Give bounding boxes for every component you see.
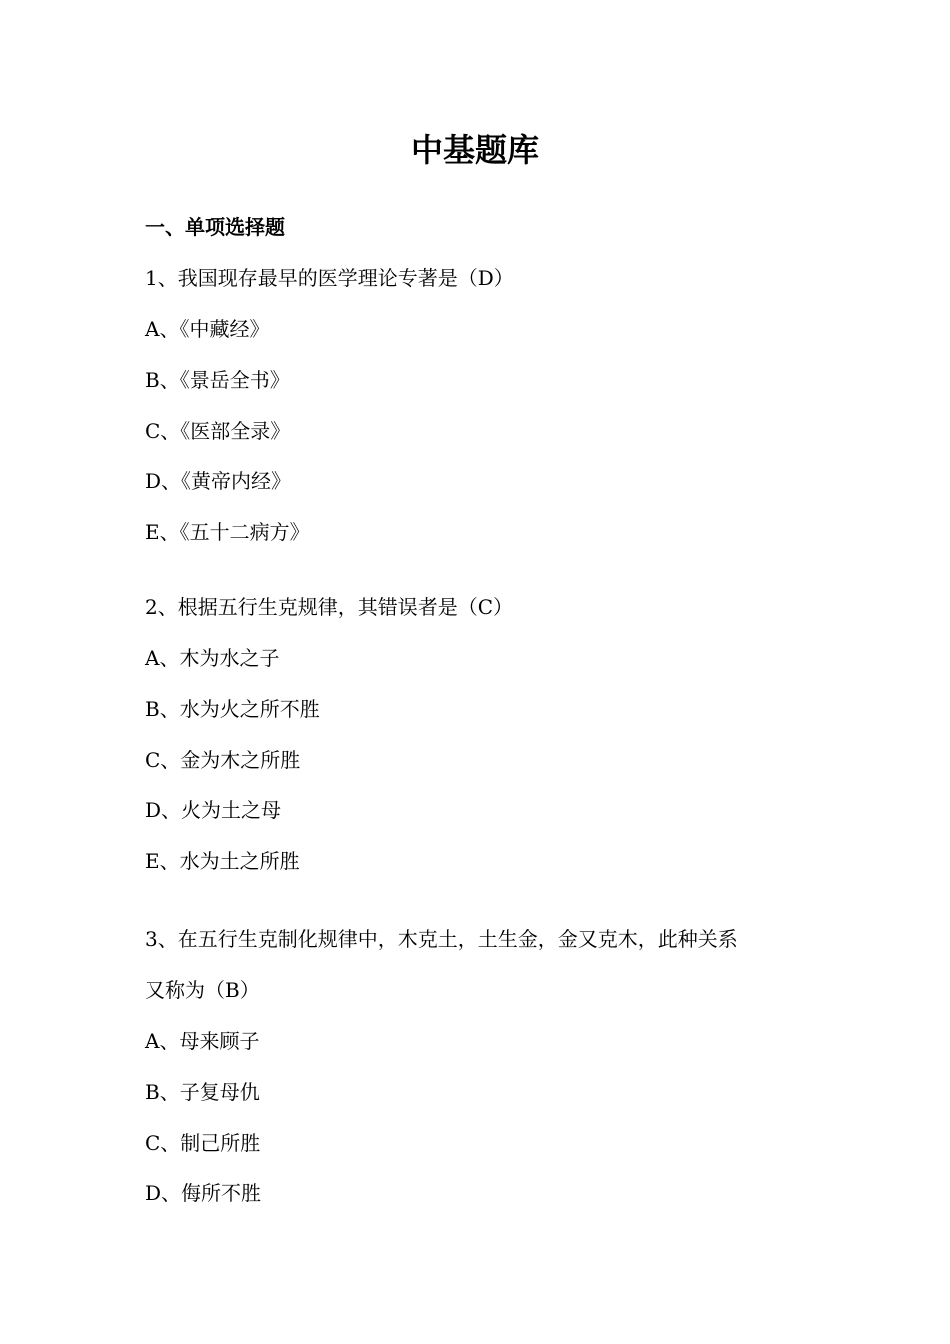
question-3-option-a: A、母来顾子 [145,1029,260,1053]
question-2-option-c: C、金为木之所胜 [145,748,301,772]
document-title: 中基题库 [410,131,539,169]
question-1-option-b: B、《景岳全书》 [145,368,290,392]
question-3-option-b: B、子复母仇 [145,1080,260,1104]
question-2-option-e: E、水为土之所胜 [145,849,300,873]
question-3-option-d: D、侮所不胜 [145,1181,262,1205]
question-1-option-d: D、《黄帝内经》 [145,469,292,493]
section-heading: 一、单项选择题 [145,215,285,239]
question-3-stem-line-2: 又称为（B） [145,978,260,1002]
question-2-option-b: B、水为火之所不胜 [145,697,320,721]
question-1-option-a: A、《中藏经》 [145,317,270,341]
question-2-option-d: D、火为土之母 [145,798,282,822]
question-3-stem-line-1: 3、在五行生克制化规律中，木克土，土生金，金又克木，此种关系 [145,927,738,951]
question-1-stem: 1、我国现存最早的医学理论专著是（D） [145,266,514,290]
question-3-option-c: C、制己所胜 [145,1131,261,1155]
question-2-stem: 2、根据五行生克规律，其错误者是（C） [145,595,514,619]
question-2-option-a: A、木为水之子 [145,646,280,670]
question-1-option-c: C、《医部全录》 [145,419,291,443]
question-1-option-e: E、《五十二病方》 [145,520,310,544]
